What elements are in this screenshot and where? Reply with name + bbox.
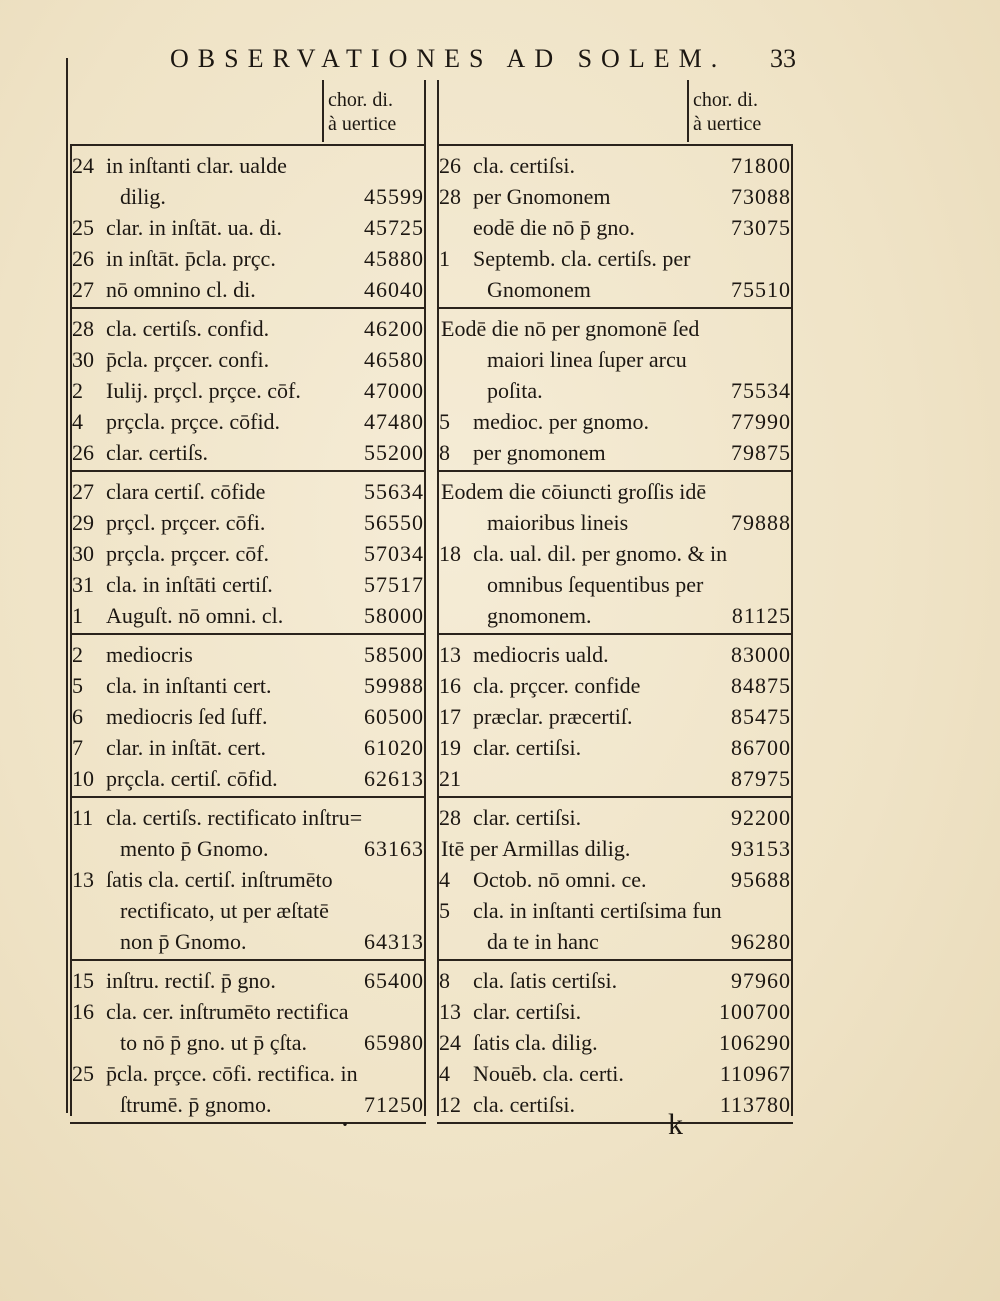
zenith-distance-value: 73088 [731, 184, 791, 209]
table-row [70, 864, 430, 895]
day-number: 26 [72, 440, 94, 465]
day-number: 30 [72, 347, 94, 372]
day-number: 19 [439, 735, 461, 760]
entry-group [70, 476, 430, 631]
observation-note: cla. ſatis certiſsi. [473, 968, 618, 993]
zenith-distance-value: 92200 [731, 805, 791, 830]
running-head [170, 44, 796, 84]
page-number: 33 [770, 44, 796, 73]
observation-note: eodē die nō p̄ gno. [473, 215, 635, 240]
zenith-distance-value: 81125 [731, 603, 791, 628]
table-row [70, 569, 430, 600]
table-row [437, 895, 797, 926]
column-header-left [328, 88, 396, 136]
observation-note: Septemb. cla. certiſs. per [473, 246, 691, 271]
observation-note: mediocris ſed ſuff. [106, 704, 268, 729]
zenith-distance-value: 71250 [364, 1092, 424, 1117]
day-number: 28 [72, 316, 94, 341]
table-row [70, 181, 430, 212]
zenith-distance-value: 97960 [731, 968, 791, 993]
table-row [437, 1027, 797, 1058]
table-row [437, 274, 797, 305]
entry-group [437, 150, 797, 305]
day-number: 13 [439, 999, 461, 1024]
table-row [70, 732, 430, 763]
day-number: 30 [72, 541, 94, 566]
day-number: 25 [72, 1061, 94, 1086]
observation-note: cla. ual. dil. per gnomo. & in [473, 541, 728, 566]
table-row [437, 476, 797, 507]
column-header-line: à uertice [693, 113, 762, 135]
zenith-distance-value: 57034 [364, 541, 424, 566]
day-number: 28 [439, 184, 461, 209]
zenith-distance-value: 45880 [364, 246, 424, 271]
observation-note: medioc. per gnomo. [473, 409, 649, 434]
table-row [70, 476, 430, 507]
table-row [437, 670, 797, 701]
table-row [437, 763, 797, 794]
day-number: 29 [72, 510, 94, 535]
observation-note: clar. in inſtāt. ua. di. [106, 215, 282, 240]
observation-note: præclar. præcertiſ. [473, 704, 633, 729]
table-row [437, 181, 797, 212]
table-row [437, 802, 797, 833]
zenith-distance-value: 65400 [364, 968, 424, 993]
zenith-distance-value: 55200 [364, 440, 424, 465]
zenith-distance-value: 64313 [364, 929, 424, 954]
day-number: 11 [72, 805, 94, 830]
zenith-distance-value: 45725 [364, 215, 424, 240]
group-rule [70, 1122, 426, 1124]
observation-note: prçcla. certiſ. cōfid. [106, 766, 278, 791]
group-rule [437, 959, 793, 961]
zenith-distance-value: 57517 [364, 572, 424, 597]
table-row [70, 895, 430, 926]
entry-group [437, 313, 797, 468]
zenith-distance-value: 75510 [731, 277, 791, 302]
observation-note: mediocris [106, 642, 193, 667]
table-row [70, 802, 430, 833]
footer-ornament: · [340, 1108, 350, 1141]
zenith-distance-value: 100700 [719, 999, 791, 1024]
day-number: 27 [72, 277, 94, 302]
table-row [70, 926, 430, 957]
header-rule [70, 144, 426, 146]
day-number: 12 [439, 1092, 461, 1117]
day-number: 13 [439, 642, 461, 667]
observation-note: to nō p̄ gno. ut p̄ çſta. [120, 1030, 307, 1055]
observation-note: per Gnomonem [473, 184, 611, 209]
day-number: 16 [439, 673, 461, 698]
group-rule [437, 633, 793, 635]
day-number: 18 [439, 541, 461, 566]
table-row [70, 996, 430, 1027]
table-row [437, 437, 797, 468]
zenith-distance-value: 106290 [719, 1030, 791, 1055]
day-number: 7 [72, 735, 83, 760]
entry-group [437, 639, 797, 794]
observation-note: poſita. [487, 378, 543, 403]
observation-note: prçcla. prçcer. cōf. [106, 541, 270, 566]
table-row [70, 274, 430, 305]
table-row [70, 375, 430, 406]
day-number: 4 [439, 867, 450, 892]
observation-note: clar. in inſtāt. cert. [106, 735, 267, 760]
day-number: 28 [439, 805, 461, 830]
table-row [437, 965, 797, 996]
zenith-distance-value: 65980 [364, 1030, 424, 1055]
observation-note: cla. certiſsi. [473, 1092, 576, 1117]
entry-group [70, 150, 430, 305]
group-rule [70, 307, 426, 309]
day-number: 8 [439, 968, 450, 993]
observation-note: cla. in inſtāti certiſ. [106, 572, 273, 597]
day-number: 5 [72, 673, 83, 698]
zenith-distance-value: 87975 [731, 766, 791, 791]
table-row [70, 243, 430, 274]
zenith-distance-value: 93153 [731, 836, 791, 861]
table-row [70, 437, 430, 468]
zenith-distance-value: 46200 [364, 316, 424, 341]
table-row [437, 150, 797, 181]
zenith-distance-value: 58500 [364, 642, 424, 667]
table-row [437, 1058, 797, 1089]
group-rule [70, 796, 426, 798]
zenith-distance-value: 47000 [364, 378, 424, 403]
day-number: 26 [72, 246, 94, 271]
observation-note: clar. certiſsi. [473, 805, 582, 830]
table-row [70, 670, 430, 701]
day-number: 8 [439, 440, 450, 465]
table-row [70, 833, 430, 864]
observation-note: Itē per Armillas dilig. [441, 836, 631, 861]
zenith-distance-value: 63163 [364, 836, 424, 861]
observation-note: ſatis cla. dilig. [473, 1030, 598, 1055]
table-row [70, 965, 430, 996]
zenith-distance-value: 61020 [364, 735, 424, 760]
zenith-distance-value: 95688 [731, 867, 791, 892]
table-row [70, 538, 430, 569]
day-number: 17 [439, 704, 461, 729]
table-row [437, 833, 797, 864]
observation-note: cla. cer. inſtrumēto rectifica [106, 999, 349, 1024]
day-number: 24 [72, 153, 94, 178]
running-head-title: OBSERVATIONES AD SOLEM. [170, 44, 727, 73]
table-row [70, 313, 430, 344]
observation-note: rectificato, ut per æſtatē [120, 898, 329, 923]
day-number: 4 [439, 1061, 450, 1086]
table-row [437, 507, 797, 538]
observation-note: cla. certiſs. rectificato inſtru= [106, 805, 363, 830]
day-number: 2 [72, 378, 83, 403]
observation-note: Nouēb. cla. certi. [473, 1061, 624, 1086]
table-row [437, 344, 797, 375]
observation-note: Iulij. prçcl. prçce. cōf. [106, 378, 301, 403]
entry-group [437, 476, 797, 631]
table-row [70, 212, 430, 243]
observation-note: per gnomonem [473, 440, 606, 465]
table-row [437, 406, 797, 437]
observation-note: cla. certiſs. confid. [106, 316, 270, 341]
day-number: 31 [72, 572, 94, 597]
observation-note: maioribus lineis [487, 510, 629, 535]
observation-note: prçcl. prçcer. cōfi. [106, 510, 266, 535]
zenith-distance-value: 86700 [731, 735, 791, 760]
zenith-distance-value: 47480 [364, 409, 424, 434]
entry-group [437, 965, 797, 1120]
zenith-distance-value: 56550 [364, 510, 424, 535]
day-number: 6 [72, 704, 83, 729]
day-number: 1 [439, 246, 450, 271]
header-rule [437, 144, 793, 146]
observation-note: clar. certiſs. [106, 440, 209, 465]
day-number: 25 [72, 215, 94, 240]
zenith-distance-value: 45599 [364, 184, 424, 209]
group-rule [70, 633, 426, 635]
observation-note: ſtrumē. p̄ gnomo. [120, 1092, 272, 1117]
zenith-distance-value: 79888 [731, 510, 791, 535]
observation-note: clar. certiſsi. [473, 999, 582, 1024]
observation-note: p̄cla. prçce. cōfi. rectifica. in [106, 1061, 358, 1086]
zenith-distance-value: 55634 [364, 479, 424, 504]
table-row [70, 763, 430, 794]
observation-note: in inſtāt. p̄cla. prçc. [106, 246, 276, 271]
observation-note: Octob. nō omni. ce. [473, 867, 647, 892]
zenith-distance-value: 71800 [731, 153, 791, 178]
zenith-distance-value: 46580 [364, 347, 424, 372]
observation-note: Eodem die cōiuncti groſſis idē [441, 479, 707, 504]
day-number: 27 [72, 479, 94, 504]
observation-note: cla. prçcer. confide [473, 673, 641, 698]
day-number: 5 [439, 898, 450, 923]
day-number: 2 [72, 642, 83, 667]
observation-note: cla. in inſtanti cert. [106, 673, 272, 698]
table-row [437, 538, 797, 569]
table-row [437, 926, 797, 957]
day-number: 10 [72, 766, 94, 791]
table-row [437, 243, 797, 274]
table-row [70, 1058, 430, 1089]
zenith-distance-value: 58000 [364, 603, 424, 628]
observation-note: omnibus ſequentibus per [487, 572, 704, 597]
day-number: 4 [72, 409, 83, 434]
table-row [437, 375, 797, 406]
table-row [437, 313, 797, 344]
observation-note: Gnomonem [487, 277, 591, 302]
group-rule [437, 470, 793, 472]
zenith-distance-value: 83000 [731, 642, 791, 667]
column-header-line: chor. di. [328, 89, 393, 111]
zenith-distance-value: 84875 [731, 673, 791, 698]
entry-group [70, 313, 430, 468]
left-margin-rule [66, 58, 68, 1113]
zenith-distance-value: 113780 [719, 1092, 791, 1117]
column-header-right [693, 88, 761, 136]
zenith-distance-value: 46040 [364, 277, 424, 302]
day-number: 1 [72, 603, 83, 628]
group-rule [437, 796, 793, 798]
observation-note: prçcla. prçce. cōfid. [106, 409, 281, 434]
table-row [437, 864, 797, 895]
day-number: 16 [72, 999, 94, 1024]
observation-note: gnomonem. [487, 603, 592, 628]
observation-note: ſatis cla. certiſ. inſtrumēto [106, 867, 333, 892]
column-header-line: chor. di. [693, 89, 758, 111]
table-row [70, 1027, 430, 1058]
zenith-distance-value: 73075 [731, 215, 791, 240]
observation-note: da te in hanc [487, 929, 599, 954]
observation-note: nō omnino cl. di. [106, 277, 256, 302]
table-row [437, 600, 797, 631]
observation-note: mento p̄ Gnomo. [120, 836, 269, 861]
day-number: 24 [439, 1030, 461, 1055]
group-rule [70, 470, 426, 472]
zenith-distance-value: 59988 [364, 673, 424, 698]
day-number: 15 [72, 968, 94, 993]
entry-group [70, 639, 430, 794]
table-row [70, 406, 430, 437]
column-divider [687, 80, 689, 142]
observation-note: mediocris uald. [473, 642, 609, 667]
table-row [70, 701, 430, 732]
observation-note: p̄cla. prçcer. confi. [106, 347, 270, 372]
table-row [70, 507, 430, 538]
observation-note: in inſtanti clar. ualde [106, 153, 287, 178]
group-rule [437, 1122, 793, 1124]
table-row [437, 701, 797, 732]
column-header-line: à uertice [328, 113, 397, 135]
observation-note: Auguſt. nō omni. cl. [106, 603, 284, 628]
table-row [70, 1089, 430, 1120]
zenith-distance-value: 62613 [364, 766, 424, 791]
entry-group [70, 965, 430, 1120]
table-row [437, 1089, 797, 1120]
zenith-distance-value: 75534 [731, 378, 791, 403]
table-row [437, 639, 797, 670]
zenith-distance-value: 110967 [719, 1061, 791, 1086]
zenith-distance-value: 77990 [731, 409, 791, 434]
table-row [437, 212, 797, 243]
observation-note: cla. certiſsi. [473, 153, 576, 178]
table-row [70, 150, 430, 181]
column-divider [322, 80, 324, 142]
signature-mark: k [668, 1108, 683, 1141]
table-row [437, 732, 797, 763]
observation-note: inſtru. rectiſ. p̄ gno. [106, 968, 276, 993]
day-number: 21 [439, 766, 461, 791]
observation-note: non p̄ Gnomo. [120, 929, 247, 954]
table-row [437, 996, 797, 1027]
entry-group [70, 802, 430, 957]
table-row [70, 639, 430, 670]
zenith-distance-value: 60500 [364, 704, 424, 729]
table-row [437, 569, 797, 600]
entry-group [437, 802, 797, 957]
zenith-distance-value: 96280 [731, 929, 791, 954]
day-number: 13 [72, 867, 94, 892]
observation-note: clara certiſ. cōfide [106, 479, 266, 504]
zenith-distance-value: 85475 [731, 704, 791, 729]
table-row [70, 600, 430, 631]
day-number: 26 [439, 153, 461, 178]
group-rule [70, 959, 426, 961]
day-number: 5 [439, 409, 450, 434]
observation-note: dilig. [120, 184, 166, 209]
group-rule [437, 307, 793, 309]
observation-note: Eodē die nō per gnomonē ſed [441, 316, 700, 341]
observation-note: clar. certiſsi. [473, 735, 582, 760]
observation-note: cla. in inſtanti certiſsima fun [473, 898, 722, 923]
zenith-distance-value: 79875 [731, 440, 791, 465]
table-row [70, 344, 430, 375]
observation-note: maiori linea ſuper arcu [487, 347, 687, 372]
